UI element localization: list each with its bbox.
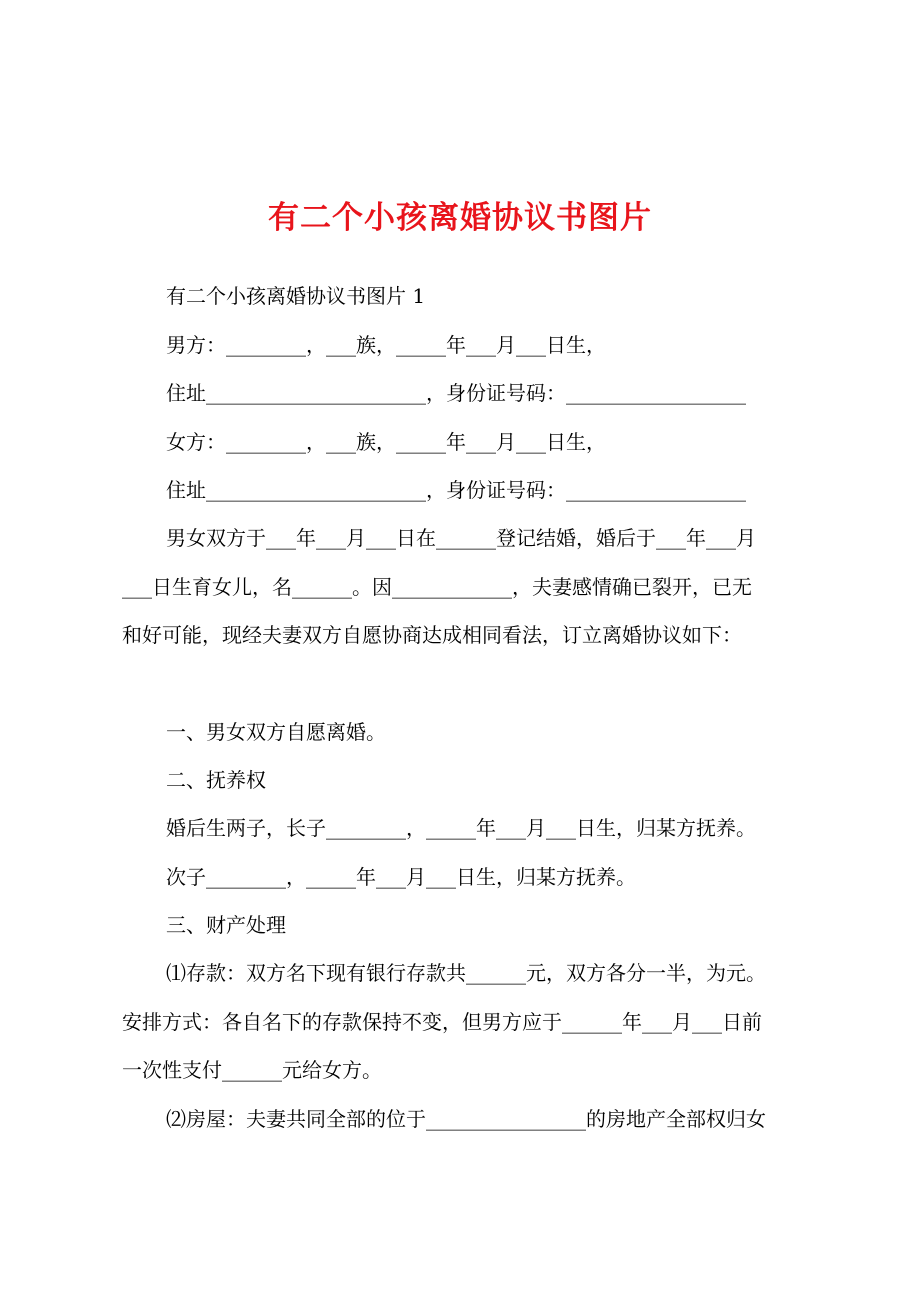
- female-party-line: 女方：________，___族，_____年___月___日生，: [166, 430, 606, 454]
- subtitle-line: 有二个小孩离婚协议书图片 1: [166, 284, 426, 308]
- male-address-line: 住址______________________，身份证号码：__________________: [166, 381, 746, 405]
- custody-line: 婚后生两子，长子________，_____年___月___日生，归某方抚养。: [166, 816, 756, 840]
- male-party-line: 男方：________，___族，_____年___月___日生，: [166, 333, 606, 357]
- document-title: 有二个小孩离婚协议书图片: [268, 200, 652, 236]
- female-address-line: 住址______________________，身份证号码：__________________: [166, 478, 746, 502]
- deposit-line: 一次性支付______元给女方。: [122, 1058, 382, 1082]
- deposit-line: ⑴存款：双方名下现有银行存款共______元，双方各分一半，为元。: [166, 961, 766, 985]
- paragraph-line: 和好可能，现经夫妻双方自愿协商达成相同看法，订立离婚协议如下：: [122, 623, 742, 647]
- section-heading-2: 二、抚养权: [166, 768, 266, 792]
- house-line: ⑵房屋：夫妻共同全部的位于________________的房地产全部权归女: [166, 1107, 766, 1131]
- section-heading-3: 三、财产处理: [166, 913, 286, 937]
- paragraph-line: 男女双方于___年___月___日在______登记结婚，婚后于___年___月: [166, 526, 756, 550]
- paragraph-line: ___日生育女儿，名______。因____________，夫妻感情确已裂开，已无: [122, 575, 752, 599]
- section-heading-1: 一、男女双方自愿离婚。: [166, 720, 386, 744]
- deposit-line: 安排方式：各自名下的存款保持不变，但男方应于______年___月___日前: [122, 1010, 762, 1034]
- custody-line: 次子________，_____年___月___日生，归某方抚养。: [166, 865, 636, 889]
